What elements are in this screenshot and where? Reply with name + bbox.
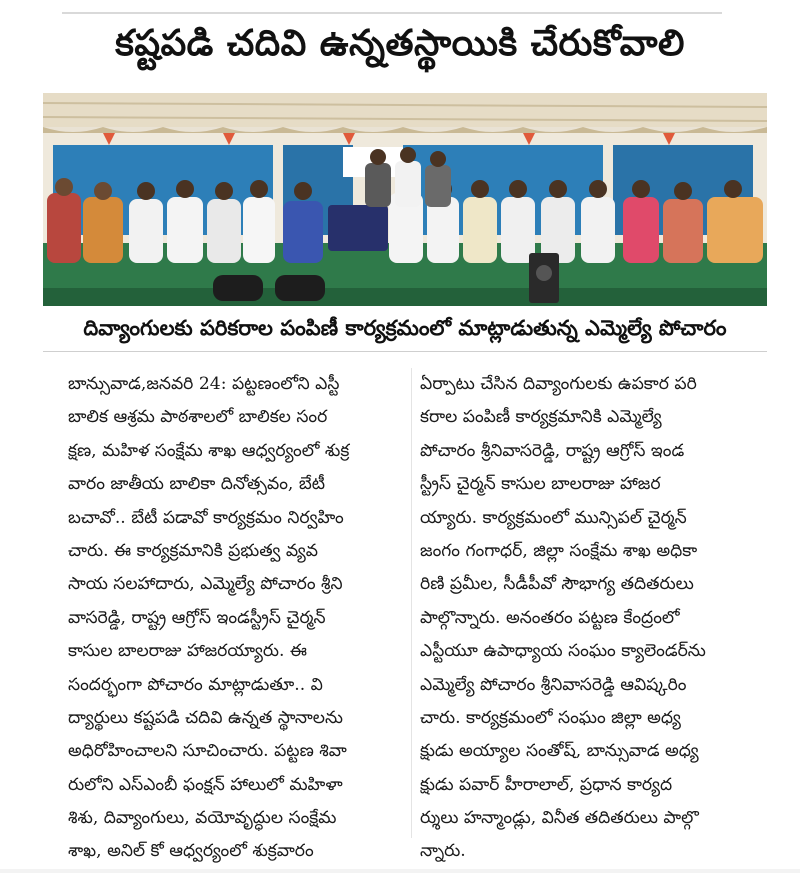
- body-line: ద్యార్థులు కష్టపడి చదివి ఉన్నత స్థానాలను: [68, 707, 343, 728]
- body-line: చారు. కార్యక్రమంలో సంఘం జిల్లా అధ్య: [420, 707, 681, 728]
- body-line: క్షణ, మహిళ సంక్షేమ శాఖ ఆధ్వర్యంలో శుక్ర: [68, 440, 350, 461]
- body-line: బచావో.. బేటీ పడావో కార్యక్రమం నిర్వహిం: [68, 507, 344, 528]
- page-bottom-edge: [0, 869, 800, 873]
- body-line: ఎస్టీయూ ఉపాధ్యాయ సంఘం క్యాలెండర్‌ను: [420, 641, 706, 662]
- body-line: పాల్గొన్నారు. అనంతరం పట్టణ కేంద్రంలో: [420, 607, 680, 628]
- body-line: కాసుల బాలరాజు హాజరయ్యారు. ఈ: [68, 641, 308, 662]
- body-line: కరాల పంపిణీ కార్యక్రమానికి ఎమ్మెల్యే: [420, 407, 662, 428]
- column-divider: [411, 368, 412, 838]
- body-line: ఏర్పాటు చేసిన దివ్యాంగులకు ఉపకార పరి: [420, 374, 697, 394]
- body-line: శిశు, దివ్యాంగులు, వయోవృద్ధుల సంక్షేమ: [68, 808, 337, 829]
- body-line: బాలిక ఆశ్రమ పాఠశాలలో బాలికల సంర: [68, 407, 328, 428]
- event-photo-illustration: [43, 93, 767, 306]
- body-line: వారం జాతీయ బాలికా దినోత్సవం, బేటీ: [68, 474, 326, 495]
- article-headline: కష్టపడి చదివి ఉన్నతస్థాయికి చేరుకోవాలి: [115, 23, 685, 64]
- body-line: ఎమ్మెల్యే పోచారం శ్రీనివాసరెడ్డి ఆవిష్కరిం: [420, 674, 687, 695]
- body-line: ర్శులు హన్మాండ్లు, వినీత తదితరులు పాల్గొ: [420, 808, 699, 829]
- photo-caption: దివ్యాంగులకు పరికరాల పంపిణీ కార్యక్రమంలో మాట్లాడుతున్న ఎమ్మెల్యే పోచారం: [83, 316, 727, 340]
- body-line: అధిరోహించాలని సూచించారు. పట్టణ శివా: [68, 741, 347, 762]
- body-line: బాన్సువాడ,జనవరి 24: పట్టణంలోని ఎస్టీ: [68, 374, 340, 394]
- body-line: క్షుడు పవార్ హీరాలాల్, ప్రధాన కార్యద: [420, 774, 673, 795]
- body-line: సందర్భంగా పోచారం మాట్లాడుతూ.. వి: [68, 674, 323, 695]
- body-line: రులోని ఎస్ఎంబీ ఫంక్షన్ హాలులో మహిళా: [68, 774, 343, 795]
- top-rule: [62, 12, 722, 14]
- body-line: స్ట్రీస్ చైర్మన్ కాసుల బాలరాజు హాజర: [420, 474, 661, 495]
- body-line: క్షుడు అయ్యాల సంతోష్, బాన్సువాడ అధ్య: [420, 741, 699, 762]
- body-line: శాఖ, అనిల్ కో ఆధ్వర్యంలో శుక్రవారం: [68, 841, 314, 862]
- body-line: చారు. ఈ కార్యక్రమానికి ప్రభుత్వ వ్యవ: [68, 540, 318, 561]
- body-line: య్యారు. కార్యక్రమంలో మున్సిపల్ చైర్మన్: [420, 507, 687, 528]
- article-column-right: [420, 368, 772, 869]
- body-line: పోచారం శ్రీనివాసరెడ్డి, రాష్ట్ర ఆగ్రోస్ ఇండ: [420, 440, 685, 461]
- article-photo: [43, 93, 767, 306]
- body-line: రిణి ప్రమీల, సీడీపీవో సౌభాగ్య తదితరులు: [420, 574, 694, 595]
- body-line: వాసరెడ్డి, రాష్ట్ర ఆగ్రోస్ ఇండస్ట్రీస్ చైర్మన్: [68, 607, 326, 628]
- body-line: సాయ సలహాదారు, ఎమ్మెల్యే పోచారం శ్రీని: [68, 574, 343, 595]
- article-column-left: [68, 368, 403, 869]
- body-line: జంగం గంగాధర్, జిల్లా సంక్షేమ శాఖ అధికా: [420, 540, 698, 561]
- caption-rule: [43, 351, 767, 352]
- body-line: న్నారు.: [420, 841, 466, 862]
